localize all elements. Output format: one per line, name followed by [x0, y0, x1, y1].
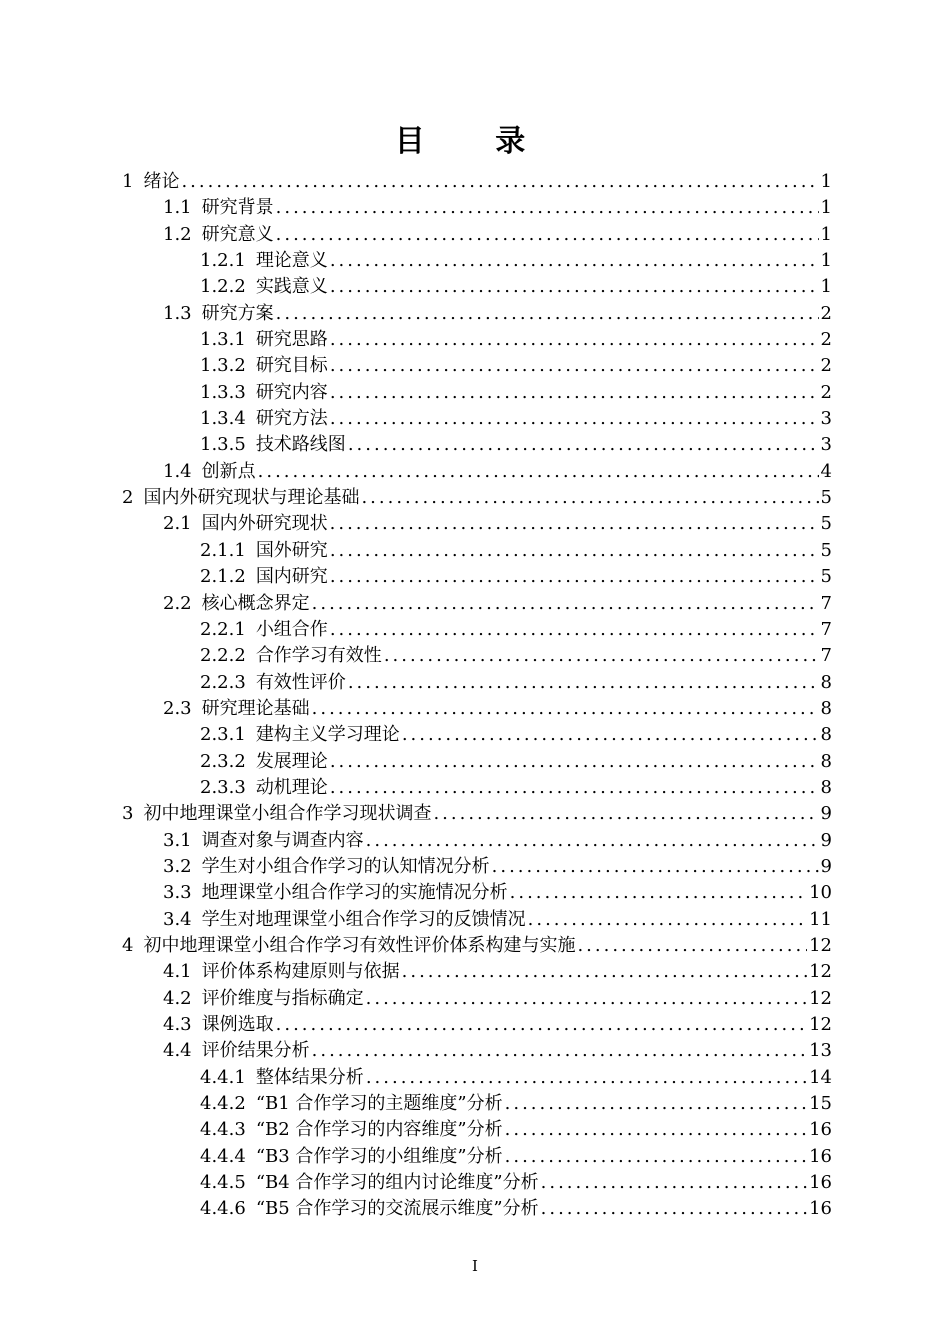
toc-entry-title: 国内研究: [255, 566, 328, 588]
toc-entry-title: 初中地理课堂小组合作学习现状调查: [143, 803, 432, 825]
toc-entry-title: 有效性评价: [255, 671, 346, 693]
toc-entry[interactable]: [122, 511, 832, 537]
toc-dot-leader: [330, 274, 819, 300]
toc-entry[interactable]: [122, 538, 832, 564]
toc-dot-leader: [312, 1038, 807, 1064]
toc-dot-leader: [330, 353, 819, 379]
toc-dot-leader: [384, 643, 819, 669]
toc-entry-title: “B3 合作学习的小组维度”分析: [255, 1145, 503, 1167]
toc-dot-leader: [312, 591, 819, 617]
toc-entry[interactable]: [122, 643, 832, 669]
toc-entry[interactable]: [122, 617, 832, 643]
toc-dot-leader: [366, 1065, 807, 1091]
toc-dot-leader: [505, 1091, 807, 1117]
toc-entry-number: 1.3.2: [200, 355, 246, 377]
toc-entry-title: 国内外研究现状: [201, 513, 328, 535]
toc-entry[interactable]: [122, 327, 832, 353]
toc-entry[interactable]: [122, 248, 832, 274]
toc-entry-number: 1.2.2: [200, 276, 246, 298]
toc-dot-leader: [276, 1012, 807, 1038]
toc-entry[interactable]: [122, 591, 832, 617]
toc-entry-number: 2.1.2: [200, 566, 246, 588]
toc-dot-leader: [258, 459, 819, 485]
toc-entry[interactable]: [122, 828, 832, 854]
toc-entry-page: 1: [820, 171, 832, 192]
toc-entry-number: 2: [122, 487, 134, 509]
toc-dot-leader: [366, 828, 819, 854]
toc-dot-leader: [402, 959, 807, 985]
toc-entry-page: 4: [820, 460, 832, 482]
toc-entry-title: 研究思路: [255, 329, 328, 351]
toc-entry-title: 研究方法: [255, 408, 328, 430]
toc-dot-leader: [577, 933, 807, 959]
toc-entry-title: 评价维度与指标确定: [201, 987, 364, 1009]
toc-entry-number: 2.2: [163, 592, 192, 614]
toc-entry-title: 理论意义: [255, 250, 328, 272]
toc-entry-title: 初中地理课堂小组合作学习有效性评价体系构建与实施: [143, 934, 576, 956]
toc-entry[interactable]: [122, 749, 832, 775]
toc-dot-leader: [330, 248, 819, 274]
toc-entry-page: 5: [820, 566, 832, 588]
toc-entry-page: 2: [820, 381, 832, 403]
toc-dot-leader: [181, 169, 818, 195]
page-title: 目 录: [394, 124, 556, 159]
toc-entry-page: 5: [820, 513, 832, 535]
toc-entry-number: 3.2: [163, 855, 192, 877]
toc-dot-leader: [330, 511, 819, 537]
toc-entry-page: 1: [820, 276, 832, 298]
toc-entry-page: 7: [820, 645, 832, 667]
toc-entry-number: 3.4: [163, 908, 192, 930]
toc-entry[interactable]: [122, 959, 832, 985]
toc-entry-page: 1: [820, 197, 832, 219]
toc-entry[interactable]: [122, 1117, 832, 1143]
toc-dot-leader: [361, 485, 818, 511]
toc-entry[interactable]: [122, 301, 832, 327]
toc-entry-number: 1: [122, 171, 134, 192]
toc-entry-title: “B4 合作学习的组内讨论维度”分析: [255, 1172, 539, 1194]
toc-entry[interactable]: [122, 801, 832, 827]
toc-entry-page: 8: [820, 750, 832, 772]
toc-entry[interactable]: [122, 274, 832, 300]
toc-entry-title: 小组合作: [255, 618, 328, 640]
toc-entry-page: 9: [820, 829, 832, 851]
toc-dot-leader: [276, 195, 819, 221]
toc-entry[interactable]: [122, 1012, 832, 1038]
toc-entry-title: 研究方案: [201, 302, 274, 324]
toc-entry-number: 2.3.2: [200, 750, 246, 772]
toc-entry-number: 3: [122, 803, 134, 825]
toc-dot-leader: [505, 1144, 807, 1170]
toc-dot-leader: [330, 749, 819, 775]
toc-entry-title: 合作学习有效性: [255, 645, 382, 667]
toc-entry[interactable]: [122, 696, 832, 722]
toc-entry-number: 2.2.1: [200, 618, 246, 640]
toc-entry-page: 12: [809, 934, 832, 956]
toc-dot-leader: [492, 854, 819, 880]
toc-entry-title: “B2 合作学习的内容维度”分析: [255, 1119, 503, 1141]
toc-entry-page: 16: [809, 1172, 832, 1194]
toc-entry-page: 12: [809, 1014, 832, 1035]
toc-dot-leader: [348, 670, 819, 696]
toc-dot-leader: [312, 696, 819, 722]
toc-entry[interactable]: [122, 459, 832, 485]
toc-entry-title: 核心概念界定: [201, 592, 310, 614]
toc-entry[interactable]: [122, 1144, 832, 1170]
toc-entry-title: 研究内容: [255, 381, 328, 403]
toc-entry-number: 1.3.4: [200, 408, 246, 430]
toc-entry-number: 2.2.3: [200, 671, 246, 693]
toc-entry-number: 4: [122, 934, 134, 956]
table-of-contents: [122, 169, 832, 1223]
toc-entry[interactable]: [122, 353, 832, 379]
toc-entry-number: 4.4.6: [200, 1198, 246, 1220]
toc-entry[interactable]: [122, 222, 832, 248]
toc-entry-page: 13: [809, 1040, 832, 1062]
toc-entry-page: 12: [809, 961, 832, 983]
toc-entry[interactable]: [122, 380, 832, 406]
toc-entry[interactable]: [122, 775, 832, 801]
toc-entry[interactable]: [122, 1091, 832, 1117]
toc-entry-title: 动机理论: [255, 776, 328, 798]
toc-entry-page: 5: [820, 539, 832, 561]
toc-dot-leader: [330, 380, 819, 406]
toc-entry-page: 2: [820, 355, 832, 377]
toc-entry-page: 10: [809, 882, 832, 904]
toc-entry-page: 16: [809, 1145, 832, 1167]
toc-entry-number: 2.1.1: [200, 539, 246, 561]
toc-entry-number: 4.4.1: [200, 1066, 246, 1088]
toc-entry-page: 11: [809, 908, 832, 930]
toc-entry-page: 3: [820, 408, 832, 430]
toc-entry-page: 1: [820, 223, 832, 245]
toc-entry-title: 整体结果分析: [255, 1066, 364, 1088]
toc-entry-page: 9: [820, 855, 832, 877]
toc-entry-page: 9: [820, 803, 832, 825]
toc-entry-title: 创新点: [201, 460, 256, 482]
toc-entry-number: 3.1: [163, 829, 192, 851]
toc-entry[interactable]: [122, 485, 832, 511]
toc-entry[interactable]: [122, 195, 832, 221]
toc-dot-leader: [348, 432, 819, 458]
toc-entry-title: 研究背景: [201, 197, 274, 219]
toc-entry-number: 2.2.2: [200, 645, 246, 667]
toc-entry-title: 建构主义学习理论: [255, 724, 400, 746]
toc-entry[interactable]: [122, 933, 832, 959]
toc-entry-page: 1: [820, 250, 832, 272]
toc-entry[interactable]: [122, 722, 832, 748]
toc-entry-number: 4.3: [163, 1014, 192, 1035]
toc-entry[interactable]: [122, 406, 832, 432]
toc-entry-title: “B1 合作学习的主题维度”分析: [255, 1093, 503, 1115]
toc-entry[interactable]: [122, 907, 832, 933]
toc-dot-leader: [402, 722, 819, 748]
toc-dot-leader: [505, 1117, 807, 1143]
toc-dot-leader: [541, 1170, 807, 1196]
toc-entry-title: “B5 合作学习的交流展示维度”分析: [255, 1198, 539, 1220]
toc-entry[interactable]: [122, 564, 832, 590]
toc-entry-title: 国内外研究现状与理论基础: [143, 487, 360, 509]
toc-entry-title: 技术路线图: [255, 434, 346, 456]
toc-entry-number: 1.3.1: [200, 329, 246, 351]
toc-dot-leader: [330, 775, 819, 801]
toc-entry-number: 1.1: [163, 197, 192, 219]
toc-dot-leader: [330, 406, 819, 432]
toc-entry[interactable]: [122, 1065, 832, 1091]
toc-entry[interactable]: [122, 1170, 832, 1196]
toc-entry-page: 3: [820, 434, 832, 456]
toc-entry-page: 2: [820, 329, 832, 351]
toc-entry-number: 1.3: [163, 302, 192, 324]
toc-dot-leader: [510, 880, 807, 906]
toc-entry-number: 1.3.5: [200, 434, 246, 456]
toc-entry-title: 学生对地理课堂小组合作学习的反馈情况: [201, 908, 526, 930]
toc-entry-number: 4.4: [163, 1040, 192, 1062]
toc-entry[interactable]: [122, 880, 832, 906]
toc-dot-leader: [276, 222, 819, 248]
toc-entry[interactable]: [122, 670, 832, 696]
toc-entry-number: 3.3: [163, 882, 192, 904]
toc-dot-leader: [330, 564, 819, 590]
toc-entry-title: 学生对小组合作学习的认知情况分析: [201, 855, 490, 877]
toc-entry[interactable]: [122, 1196, 832, 1222]
toc-entry-page: 8: [820, 697, 832, 719]
toc-entry-number: 4.4.5: [200, 1172, 246, 1194]
toc-entry-title: 研究意义: [201, 223, 274, 245]
toc-entry-page: 2: [820, 302, 832, 324]
toc-dot-leader: [366, 986, 807, 1012]
toc-entry-number: 2.3: [163, 697, 192, 719]
toc-dot-leader: [276, 301, 819, 327]
toc-entry-number: 4.4.3: [200, 1119, 246, 1141]
toc-dot-leader: [330, 327, 819, 353]
toc-entry-number: 1.2: [163, 223, 192, 245]
toc-entry-title: 地理课堂小组合作学习的实施情况分析: [201, 882, 508, 904]
toc-entry[interactable]: [122, 432, 832, 458]
toc-entry-number: 1.4: [163, 460, 192, 482]
toc-entry-number: 1.3.3: [200, 381, 246, 403]
toc-entry-title: 绪论: [143, 171, 180, 192]
toc-entry-page: 8: [820, 671, 832, 693]
toc-entry-number: 4.4.4: [200, 1145, 246, 1167]
toc-dot-leader: [330, 617, 819, 643]
toc-entry-title: 实践意义: [255, 276, 328, 298]
toc-entry-page: 16: [809, 1119, 832, 1141]
toc-entry-page: 8: [820, 724, 832, 746]
toc-entry-page: 8: [820, 776, 832, 798]
toc-entry[interactable]: [122, 986, 832, 1012]
toc-entry-title: 研究目标: [255, 355, 328, 377]
toc-entry-title: 调查对象与调查内容: [201, 829, 364, 851]
toc-dot-leader: [528, 907, 807, 933]
toc-entry-number: 4.1: [163, 961, 192, 983]
toc-entry-page: 12: [809, 987, 832, 1009]
toc-entry-title: 评价结果分析: [201, 1040, 310, 1062]
toc-entry-page: 15: [809, 1093, 832, 1115]
toc-entry[interactable]: [122, 1038, 832, 1064]
toc-entry-page: 14: [809, 1066, 832, 1088]
toc-dot-leader: [433, 801, 818, 827]
toc-entry-number: 1.2.1: [200, 250, 246, 272]
toc-entry-title: 发展理论: [255, 750, 328, 772]
toc-entry-number: 2.3.1: [200, 724, 246, 746]
toc-entry-number: 2.1: [163, 513, 192, 535]
toc-entry-page: 5: [820, 487, 832, 509]
toc-entry-title: 评价体系构建原则与依据: [201, 961, 400, 983]
toc-entry-title: 研究理论基础: [201, 697, 310, 719]
toc-entry-page: 7: [820, 618, 832, 640]
toc-entry[interactable]: [122, 854, 832, 880]
toc-dot-leader: [541, 1196, 807, 1222]
toc-entry-number: 2.3.3: [200, 776, 246, 798]
toc-dot-leader: [330, 538, 819, 564]
page-number: I: [472, 1257, 478, 1275]
toc-entry-page: 7: [820, 592, 832, 614]
toc-entry[interactable]: [122, 169, 832, 195]
toc-entry-number: 4.4.2: [200, 1093, 246, 1115]
toc-entry-page: 16: [809, 1198, 832, 1220]
toc-entry-number: 4.2: [163, 987, 192, 1009]
toc-entry-title: 国外研究: [255, 539, 328, 561]
toc-entry-title: 课例选取: [201, 1014, 274, 1035]
